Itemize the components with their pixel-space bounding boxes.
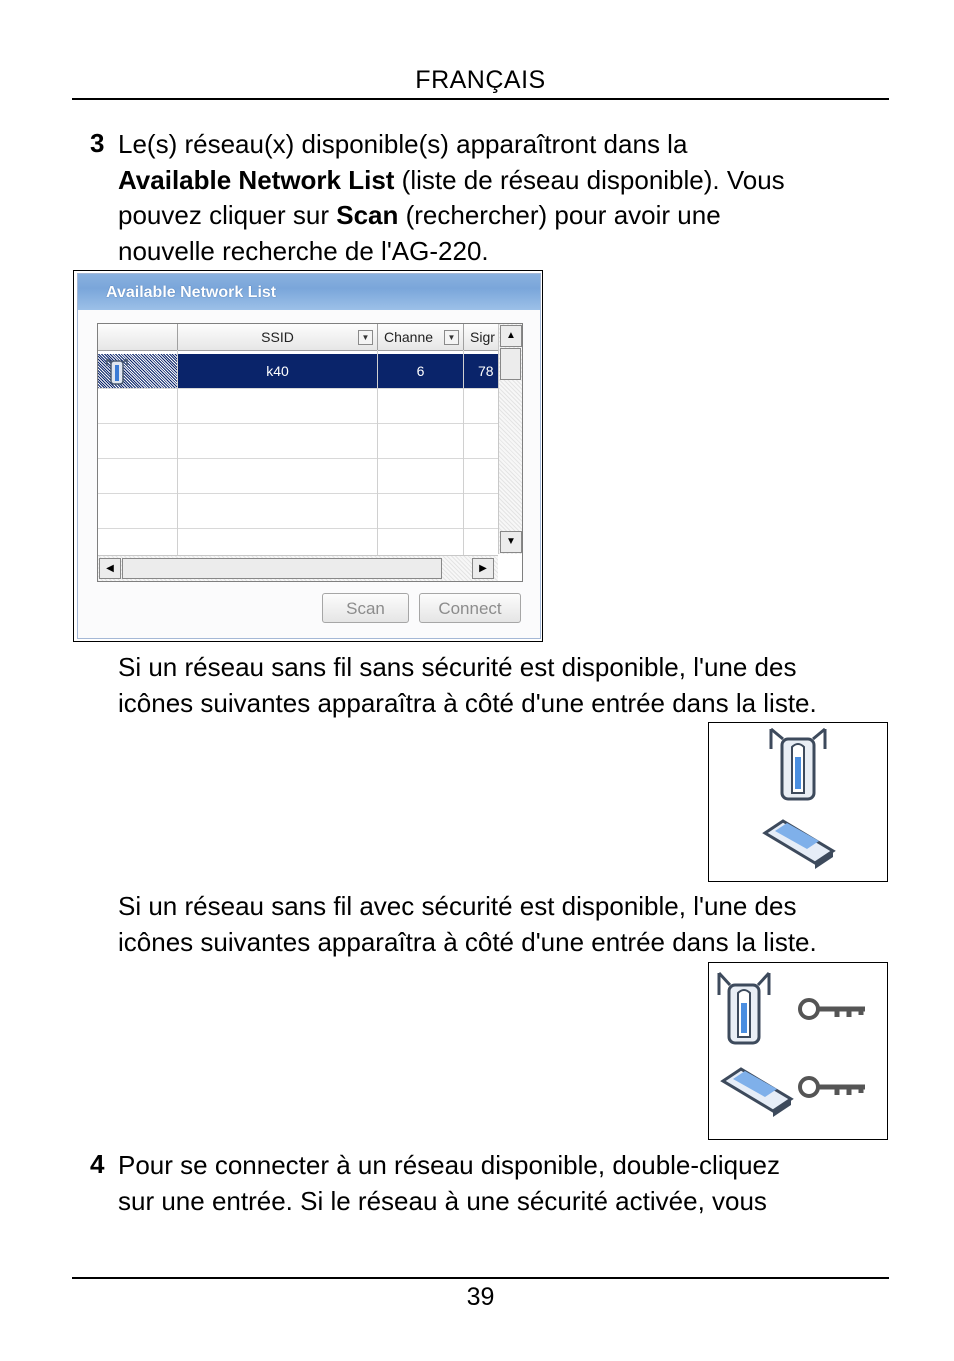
header-rule (72, 98, 889, 100)
column-header-channel[interactable] (378, 324, 464, 350)
wireless-adapter-icon (103, 356, 131, 386)
step-3-line-4: nouvelle recherche de l'AG-220. (118, 235, 489, 266)
step-3-line-3-pre: pouvez cliquer sur (118, 200, 337, 230)
step-3-line-1: Le(s) réseau(x) disponible(s) apparaîtront dans la (118, 129, 688, 159)
secured-icons (709, 963, 889, 1141)
column-header-icon[interactable] (98, 324, 178, 350)
step-3-number: 3 (90, 128, 105, 158)
column-channel-label: Channe (384, 329, 434, 345)
step-3-text (118, 127, 893, 269)
secured-line-1: Si un réseau sans fil avec sécurité est disponible, l'une des (118, 891, 797, 921)
row-ssid: k40 (266, 363, 289, 379)
column-header-signal[interactable]: Sigr (470, 329, 495, 345)
pc-card-icon (765, 821, 833, 869)
available-network-list-term: Available Network List (118, 164, 395, 195)
table-row[interactable] (98, 389, 498, 424)
step-4-line-2: sur une entrée. Si le réseau à une sécurité activée, vous (118, 1185, 767, 1216)
unsecured-icons-box (708, 722, 888, 882)
scroll-down-icon[interactable]: ▼ (500, 531, 522, 553)
footer-rule (72, 1277, 889, 1279)
unsecured-line-1: Si un réseau sans fil sans sécurité est disponible, l'une des (118, 652, 797, 682)
horizontal-scroll-thumb[interactable] (122, 558, 442, 579)
step-3-line-3 (118, 198, 893, 234)
row-channel: 6 (416, 363, 425, 379)
page-header: FRANÇAIS (415, 66, 546, 94)
dialog-title: Available Network List (78, 274, 540, 310)
table-row[interactable] (98, 459, 498, 494)
row-icon-cell (98, 354, 177, 388)
scan-term: Scan (336, 200, 399, 230)
usb-adapter-icon (771, 729, 825, 799)
vertical-scrollbar[interactable] (498, 324, 523, 554)
table-row[interactable] (98, 424, 498, 459)
chevron-down-icon[interactable]: ▼ (444, 330, 459, 345)
unsecured-line-2: icônes suivantes apparaîtra à côté d'une entrée dans la liste. (118, 687, 817, 718)
secured-icons-box (708, 962, 888, 1140)
unsecured-icons (709, 723, 889, 883)
step-3-line-2-rest: (liste de réseau disponible). Vous (394, 164, 785, 195)
scan-button[interactable]: Scan (322, 593, 409, 623)
connect-button[interactable]: Connect (419, 593, 521, 623)
step-4-text (118, 1148, 893, 1219)
column-divider (463, 350, 464, 555)
table-row[interactable] (98, 354, 498, 389)
pc-card-key-icon (723, 1069, 865, 1117)
scroll-left-icon[interactable]: ◀ (99, 558, 121, 579)
usb-adapter-key-icon (719, 973, 865, 1043)
scroll-right-icon[interactable]: ▶ (472, 558, 494, 579)
column-header-ssid[interactable] (178, 324, 378, 350)
step-3-line-3-rest: (rechercher) pour avoir une (398, 200, 721, 230)
page-number: 39 (466, 1283, 495, 1311)
list-header (98, 324, 498, 351)
chevron-down-icon[interactable]: ▼ (358, 330, 373, 345)
column-divider (177, 350, 178, 555)
secured-network-text (118, 889, 893, 960)
network-list[interactable] (97, 323, 523, 582)
column-divider (377, 350, 378, 555)
step-4-number: 4 (90, 1149, 105, 1179)
row-signal: 78 (478, 363, 494, 379)
secured-line-2: icônes suivantes apparaîtra à côté d'une entrée dans la liste. (118, 926, 817, 957)
network-list-screenshot (73, 270, 543, 642)
step-3-line-2 (118, 163, 893, 199)
table-row[interactable] (98, 494, 498, 529)
step-4-line-1: Pour se connecter à un réseau disponible, double-cliquez (118, 1150, 780, 1180)
scroll-up-icon[interactable]: ▲ (500, 325, 522, 347)
column-ssid-label: SSID (261, 329, 294, 345)
unsecured-network-text (118, 650, 893, 721)
horizontal-scrollbar[interactable] (98, 555, 498, 581)
vertical-scroll-thumb[interactable] (500, 348, 521, 380)
available-network-list-dialog (77, 273, 541, 639)
